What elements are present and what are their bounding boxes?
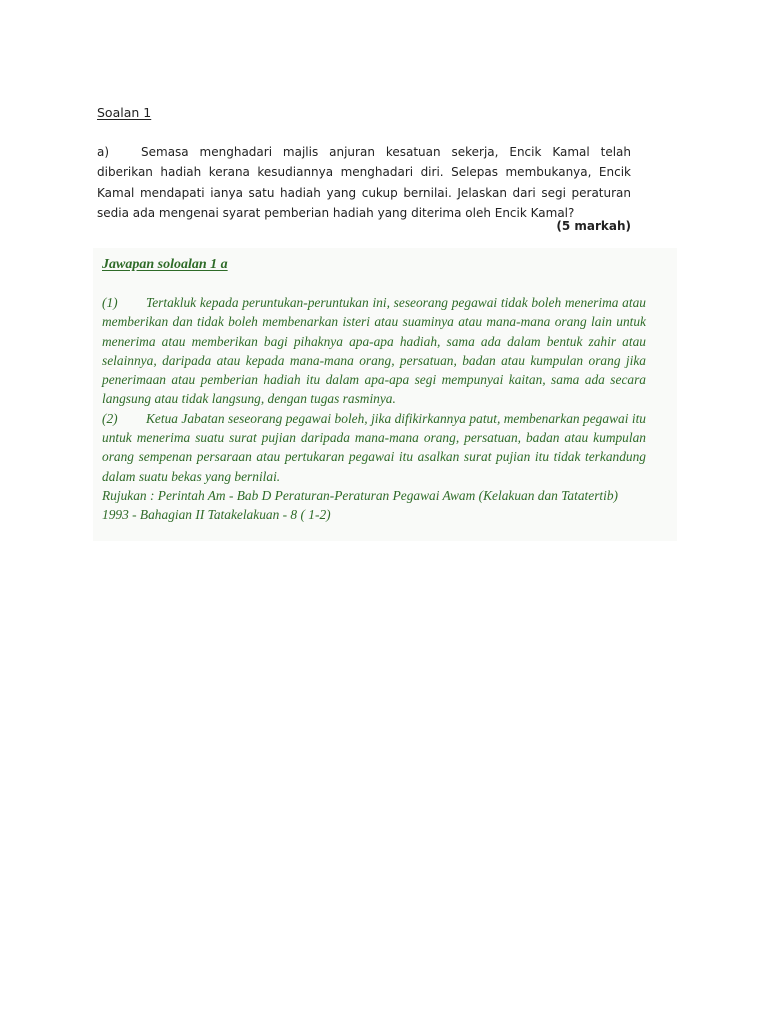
answer-point-number: (1) — [102, 295, 118, 310]
answer-point — [102, 409, 646, 486]
question-marks: (5 markah) — [556, 219, 631, 233]
question-text: Semasa menghadari majlis anjuran kesatuan sekerja, Encik Kamal telah diberikan hadiah kerana kesudiannya menghadari diri. Selepas membukanya, Encik Kamal mendapati ianya satu hadiah yang cukup bernilai. Jelaskan dari segi peraturan sedia ada mengenai syarat pemberian hadiah yang diterima oleh Encik Kamal? — [97, 145, 631, 221]
answer-point-text: Tertakluk kepada peruntukan-peruntukan ini, seseorang pegawai tidak boleh menerima atau memberikan dan tidak boleh membenarkan isteri atau suaminya atau mana-mana orang lain untuk menerima atau memberikan bagi pihaknya apa-apa hadiah, sama ada dalam bentuk zahir atau selainnya, daripada atau kepada mana-mana orang, persatuan, badan atau kumpulan orang jika penerimaan atau pemberian hadiah itu dalam apa-apa segi mempunyai kaitan, sama ada secara langsung atau tidak langsung, dengan tugas rasminya. — [102, 295, 646, 407]
answer-title: Jawapan soloalan 1 a — [102, 257, 228, 272]
answer-point-number: (2) — [102, 410, 118, 426]
answer-point-text: Ketua Jabatan seseorang pegawai boleh, jika difikirkannya patut, membenarkan pegawai itu untuk menerima suatu surat pujian daripada mana-mana orang, persatuan, badan atau kumpulan orang sempenan persaraan atau pertukaran pegawai itu asalkan surat pujian itu tidak terkandung dalam suatu bekas yang bernilai. — [102, 410, 646, 484]
question-paragraph — [97, 142, 631, 224]
question-label: a) — [97, 145, 110, 159]
answer-body — [102, 293, 646, 525]
answer-point — [102, 293, 646, 409]
answer-reference: Rujukan : Perintah Am - Bab D Peraturan-Peraturan Pegawai Awam (Kelakuan dan Tatatertib) 1993 - Bahagian II Tatakelakuan - 8 ( 1-2) — [102, 487, 618, 523]
question-heading: Soalan 1 — [97, 105, 152, 120]
